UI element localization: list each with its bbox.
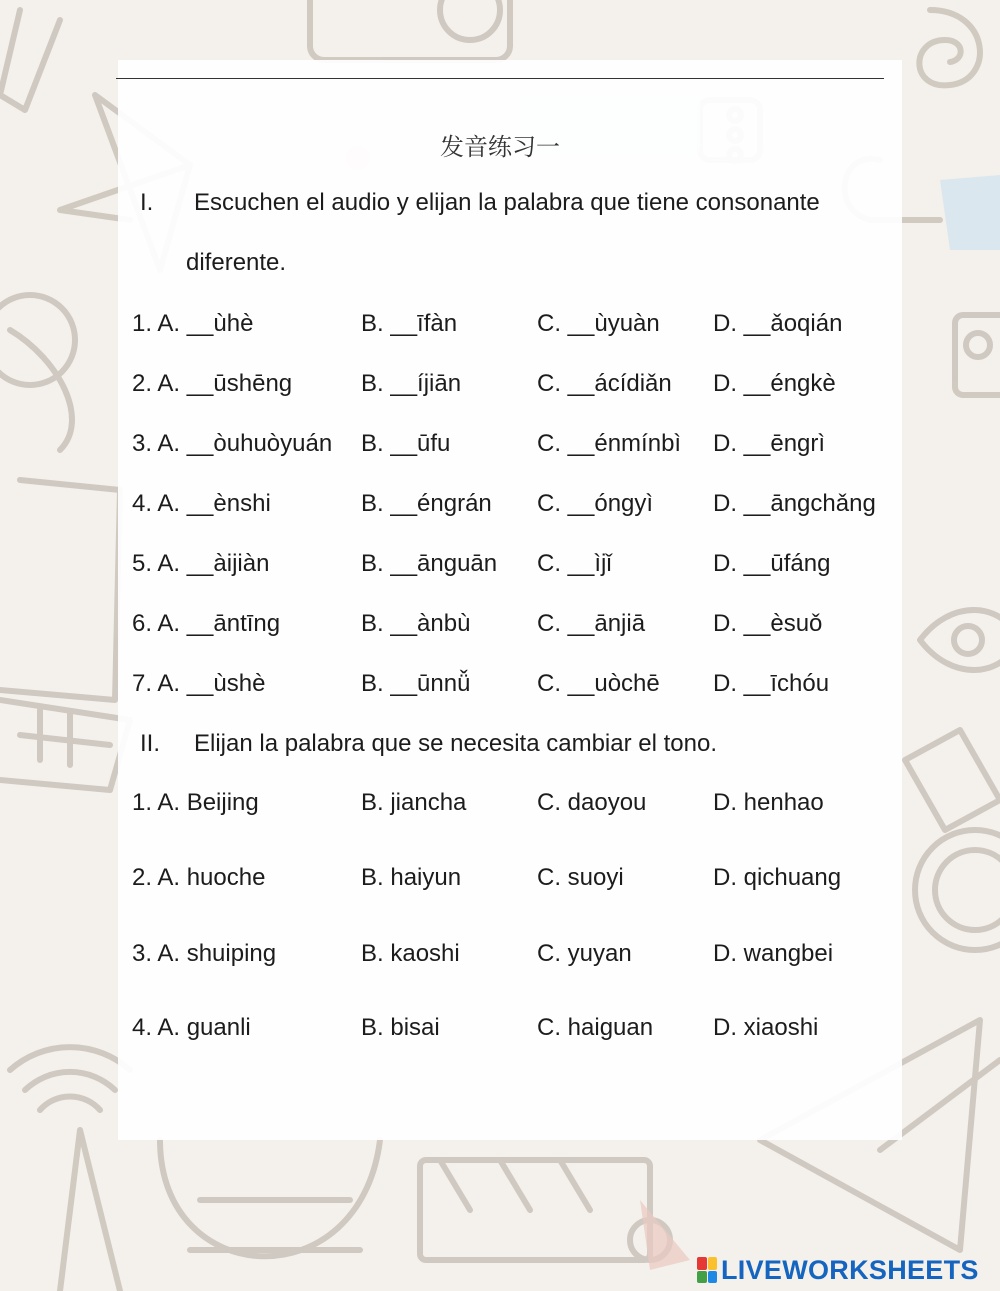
option-d[interactable]: D. __īchóu xyxy=(713,670,830,697)
option-d[interactable]: D. __éngkè xyxy=(713,370,836,397)
option-b[interactable]: B. __éngrán xyxy=(361,490,492,517)
part1-question-4 xyxy=(132,490,902,520)
option-b[interactable]: B. __ānguān xyxy=(361,550,498,577)
pencil-icon xyxy=(0,10,60,110)
option-a[interactable]: 2. A. huoche xyxy=(132,864,266,891)
magnifier-icon xyxy=(0,295,75,385)
option-a[interactable]: 4. A. guanli xyxy=(132,1014,251,1041)
part1-question-1 xyxy=(132,310,902,340)
logo-text: LIVEWORKSHEETS xyxy=(721,1254,979,1285)
option-b[interactable]: B. __ūfu xyxy=(361,430,451,457)
option-a[interactable]: 4. A. __ènshi xyxy=(132,490,271,517)
part2-question-4 xyxy=(132,1014,902,1044)
section-1-heading xyxy=(132,189,820,276)
option-d[interactable]: D. henhao xyxy=(713,789,824,816)
option-c[interactable]: C. __óngyì xyxy=(537,490,654,517)
option-a[interactable]: 7. A. __ùshè xyxy=(132,670,266,697)
top-rule xyxy=(116,78,884,79)
option-c[interactable]: C. __énmínbì xyxy=(537,430,682,457)
clapper-icon xyxy=(420,1160,650,1260)
option-b[interactable]: B. __ànbù xyxy=(361,610,471,637)
clock-icon xyxy=(915,830,1000,950)
option-c[interactable]: C. daoyou xyxy=(537,789,647,816)
option-c[interactable]: C. __ùyuàn xyxy=(537,310,660,337)
option-a[interactable]: 1. A. __ùhè xyxy=(132,310,254,337)
logo-mark-icon xyxy=(697,1257,717,1283)
part2-question-1 xyxy=(132,789,902,819)
option-c[interactable]: C. __ìjǐ xyxy=(537,550,612,577)
part1-question-7 xyxy=(132,670,902,700)
option-b[interactable]: B. haiyun xyxy=(361,864,462,891)
option-b[interactable]: B. jiancha xyxy=(361,789,467,816)
camera-icon xyxy=(310,0,510,60)
option-d[interactable]: D. __ēngrì xyxy=(713,430,826,457)
part2-question-2 xyxy=(132,864,902,894)
section-1-numeral: I. xyxy=(140,189,154,216)
option-b[interactable]: B. __ūnnǚ xyxy=(361,670,471,697)
liveworksheets-logo xyxy=(697,1254,979,1286)
option-b[interactable]: B. __íjiān xyxy=(361,370,462,397)
section-2-instruction: Elijan la palabra que se necesita cambiar el tono. xyxy=(194,730,717,757)
part1-question-2 xyxy=(132,370,902,400)
option-d[interactable]: D. xiaoshi xyxy=(713,1014,819,1041)
option-a[interactable]: 3. A. __òuhuòyuán xyxy=(132,430,333,457)
option-a[interactable]: 2. A. __ūshēng xyxy=(132,370,293,397)
option-a[interactable]: 6. A. __āntīng xyxy=(132,610,281,637)
option-a[interactable]: 3. A. shuiping xyxy=(132,940,277,967)
option-b[interactable]: B. __īfàn xyxy=(361,310,458,337)
part2-question-3 xyxy=(132,940,902,970)
option-c[interactable]: C. suoyi xyxy=(537,864,624,891)
option-d[interactable]: D. wangbei xyxy=(713,940,834,967)
book-icon xyxy=(905,730,1000,830)
option-c[interactable]: C. __ānjiā xyxy=(537,610,646,637)
option-b[interactable]: B. bisai xyxy=(361,1014,440,1041)
option-d[interactable]: D. __èsuǒ xyxy=(713,610,823,637)
option-c[interactable]: C. yuyan xyxy=(537,940,632,967)
option-d[interactable]: D. qichuang xyxy=(713,864,842,891)
part1-question-6 xyxy=(132,610,902,640)
section-1-instruction-line2: diferente. xyxy=(186,249,287,276)
option-a[interactable]: 5. A. __àijiàn xyxy=(132,550,270,577)
option-c[interactable]: C. haiguan xyxy=(537,1014,654,1041)
part1-question-3 xyxy=(132,430,902,460)
laptop-icon xyxy=(0,480,120,700)
section-2-heading xyxy=(132,730,717,758)
option-a[interactable]: 1. A. Beijing xyxy=(132,789,259,816)
wifi-icon xyxy=(10,1047,130,1110)
part1-question-5 xyxy=(132,550,902,580)
option-d[interactable]: D. __āngchǎng xyxy=(713,490,876,517)
eye-icon xyxy=(920,610,1000,670)
section-1-instruction-line1: Escuchen el audio y elijan la palabra que tiene consonante xyxy=(194,189,820,216)
page-title: 发音练习一 xyxy=(440,133,560,161)
option-c[interactable]: C. __ácídiǎn xyxy=(537,370,672,397)
swirl-icon xyxy=(919,10,980,85)
option-b[interactable]: B. kaoshi xyxy=(361,940,460,967)
option-d[interactable]: D. __ūfáng xyxy=(713,550,831,577)
section-2-numeral: II. xyxy=(140,730,161,757)
option-d[interactable]: D. __ǎoqián xyxy=(713,310,843,337)
clip-icon xyxy=(10,330,72,450)
option-c[interactable]: C. __uòchē xyxy=(537,670,660,697)
worksheet-panel xyxy=(118,60,902,1140)
